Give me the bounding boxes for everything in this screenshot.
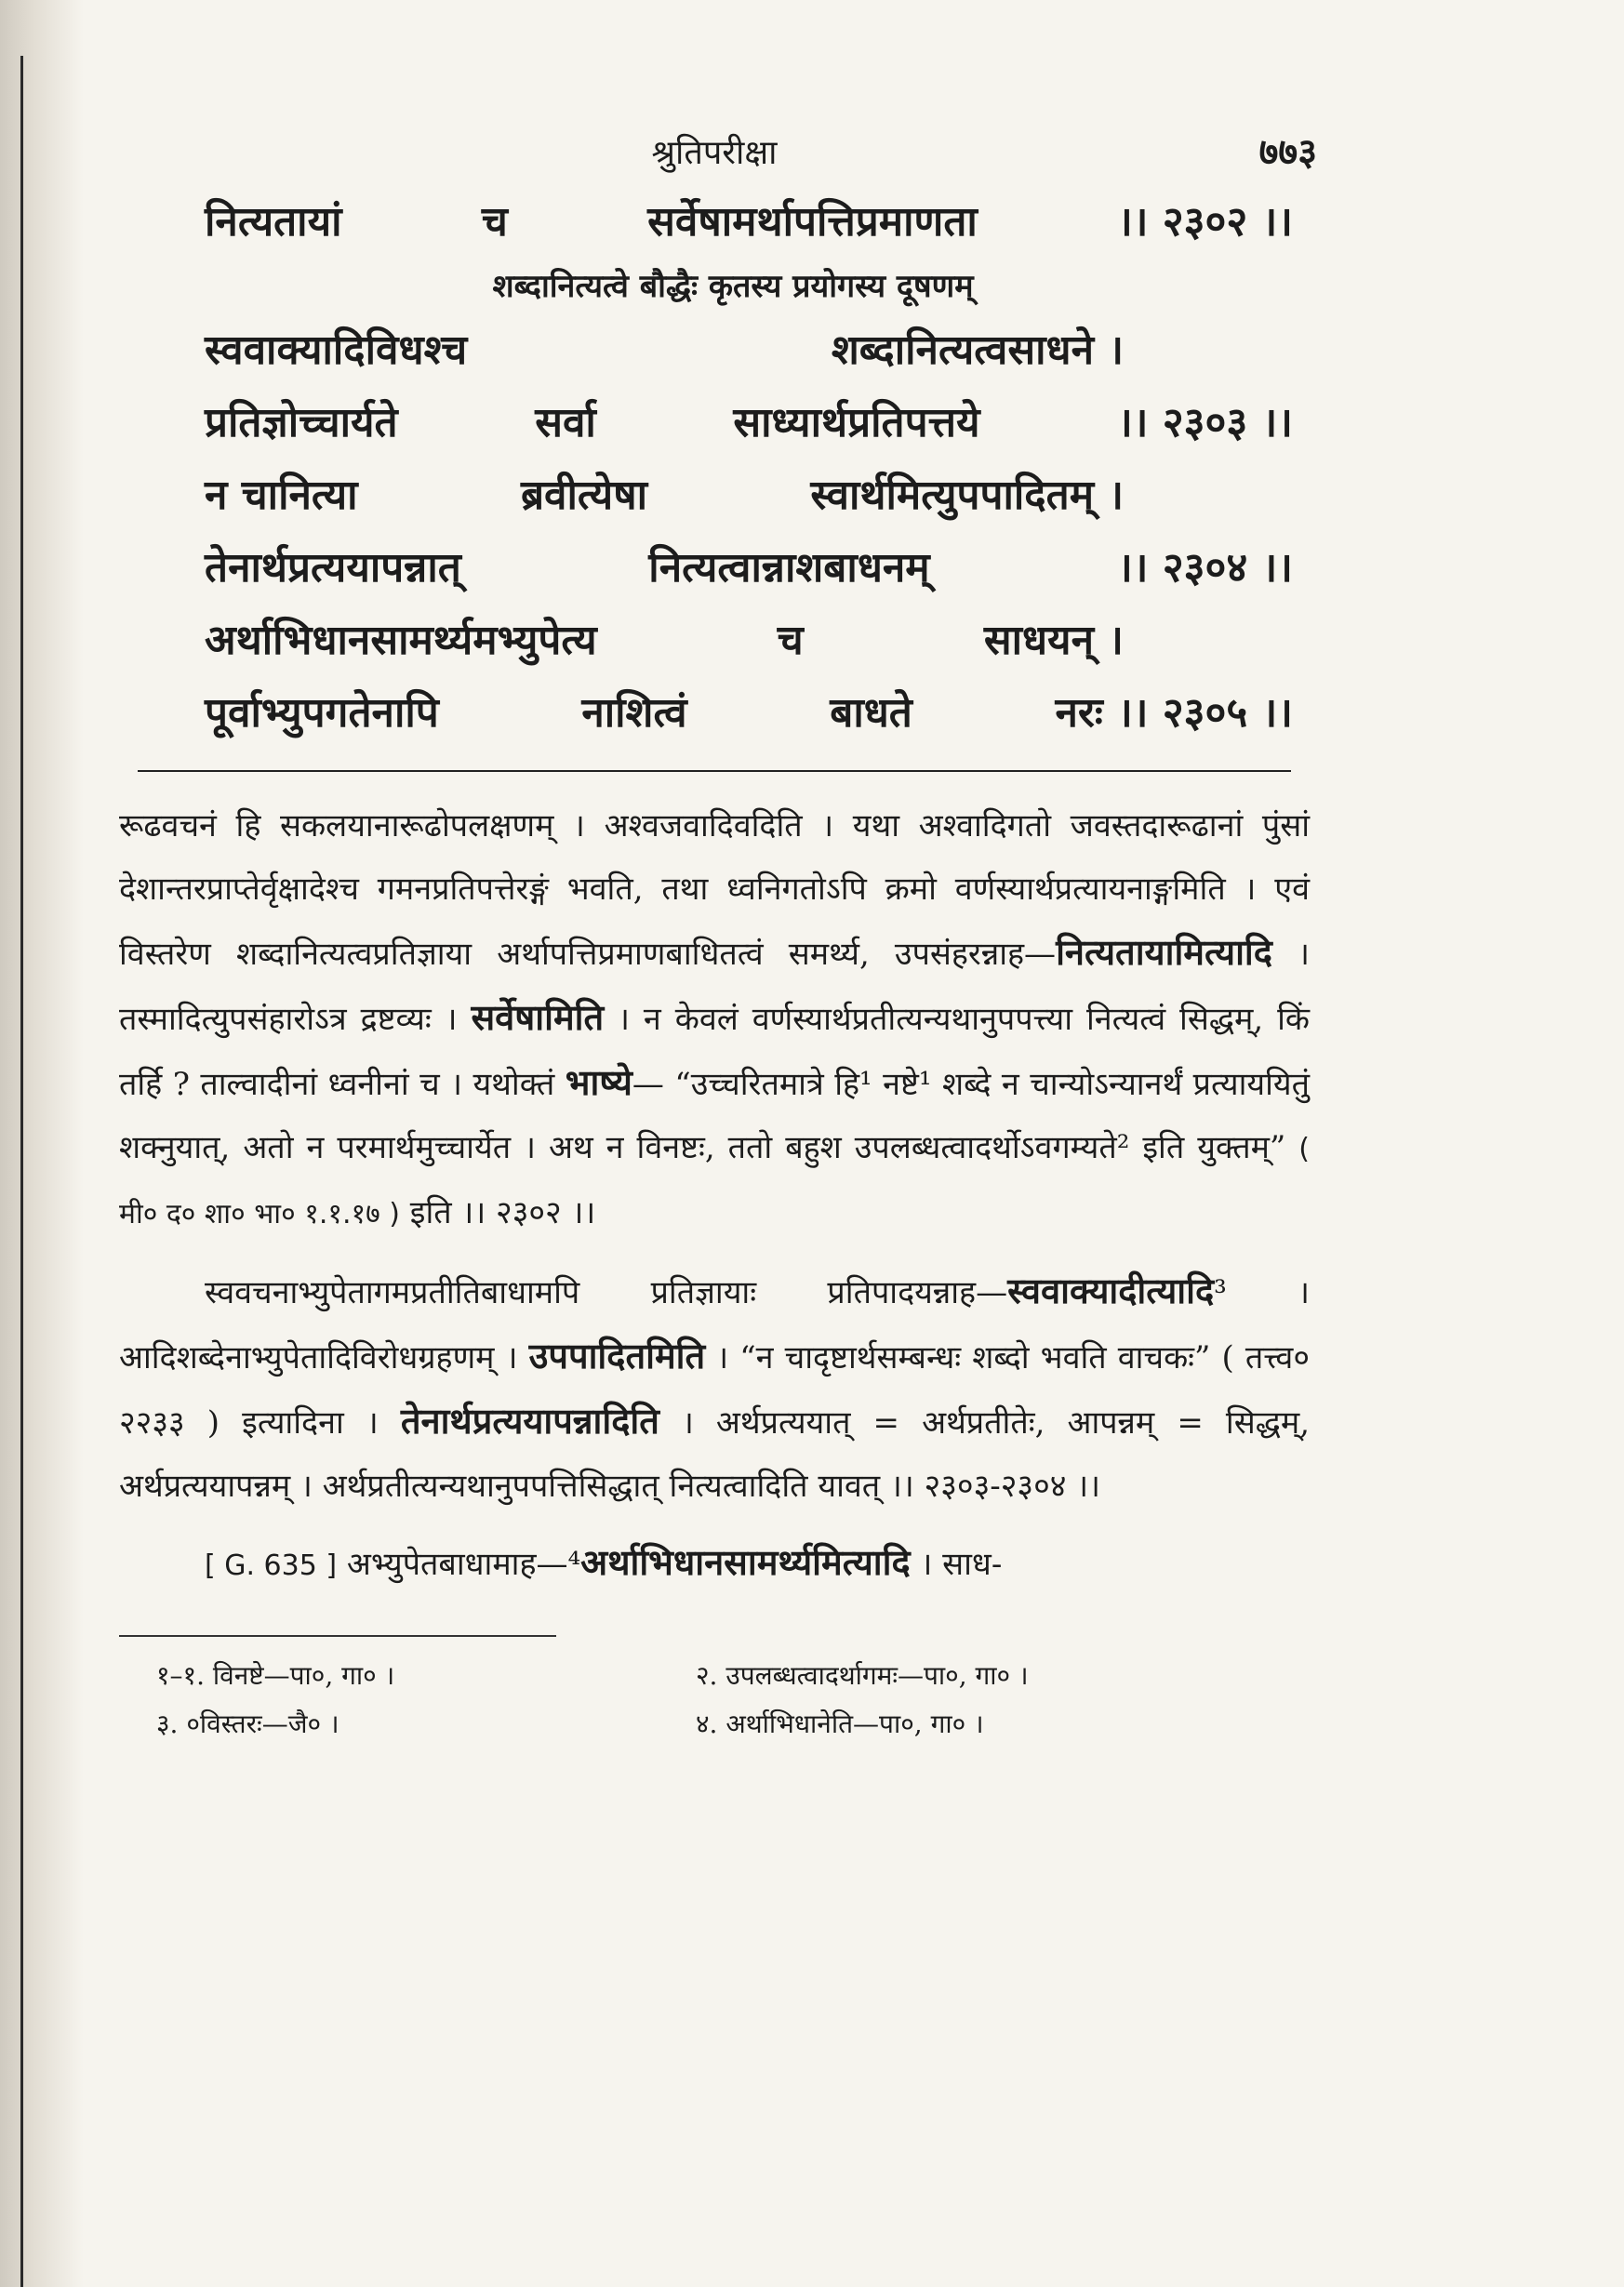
verse-line	[119, 387, 1310, 459]
verse-word: नित्यतायां	[205, 198, 342, 246]
verse-word: बाधते	[830, 689, 912, 737]
running-header	[119, 112, 1317, 186]
verse-line	[119, 186, 1310, 259]
verse-line	[119, 459, 1310, 532]
footnote: १–१. विनष्टे—पा०, गा० ।	[156, 1660, 395, 1691]
verse-line	[119, 532, 1310, 605]
binding-line	[20, 56, 23, 2287]
verse-word: ब्रवीत्येषा	[520, 472, 648, 519]
lemma: सर्वेषामिति	[471, 996, 605, 1038]
text-run: । अर्थप्रत्ययात् = अर्थप्रतीतेः, आपन्नम् = सिद्धम्, अर्थप्रत्ययापन्नम् । अर्थप्रतीत्यन्यथानुपपत्तिसिद्धात् नित्यत्वादिति यावत् ।। २३०३-२३०४ ।।	[119, 1404, 1311, 1505]
footnote: ३. ०विस्तरः—जै० ।	[156, 1709, 339, 1739]
page-number: ७७३	[1258, 130, 1317, 174]
commentary	[119, 794, 1310, 1598]
verse-word: नित्यत्वान्नाशबाधनम्	[648, 544, 930, 592]
edition-marker: [ G. 635 ]	[205, 1549, 338, 1582]
verse-number: नरः ।। २३०५ ।।	[1055, 689, 1293, 737]
verse-line	[119, 677, 1310, 750]
text-run: । न केवलं वर्णस्यार्थप्रतीत्यन्यथानुपपत्त्या नित्यत्वं सिद्धम्, किं तर्हि ? ताल्वादीनां ध्वनीनां च । यथोक्तं	[119, 1001, 1310, 1103]
verse-word: स्वार्थमित्युपपादितम् ।	[810, 472, 1124, 519]
verse-block	[119, 186, 1310, 750]
running-title: श्रुतिपरीक्षा	[651, 134, 778, 172]
verse-word: च	[481, 198, 508, 246]
verse-number: ।। २३०२ ।।	[1117, 198, 1293, 246]
lemma: उपपादितमिति	[528, 1335, 706, 1376]
verse-word: नाशित्वं	[581, 689, 687, 737]
verse-word: स्ववाक्यादिविधश्च	[205, 326, 468, 374]
lemma: तेनार्थप्रत्ययापन्नादिति	[400, 1400, 659, 1442]
page	[119, 112, 1317, 1748]
verse-word: न चानित्या	[205, 472, 358, 519]
text-run: । तस्मादित्युपसंहारोऽत्र द्रष्टव्यः ।	[119, 936, 1310, 1038]
lemma: स्ववाक्यादीत्यादि	[1007, 1270, 1215, 1311]
verse-line	[119, 314, 1310, 387]
verse-word: अर्थाभिधानसामर्थ्यमभ्युपेत्य	[205, 617, 597, 664]
text-run: इति ।। २३०२ ।।	[399, 1194, 596, 1231]
text-run: — “उच्चरितमात्रे हि¹ नष्टे¹ शब्दे न चान्योऽन्यानर्थं प्रत्याययितुं शक्नुयात्, अतो न परमार्थमुच्चार्येत । अथ न विनष्टः, ततो बहुश उपलब्धत्वादर्थोऽवगम्यते² इति युक्तम्”	[119, 1066, 1311, 1166]
verse-word: तेनार्थप्रत्ययापन्नात्	[205, 544, 461, 592]
scan-margin	[0, 0, 84, 2287]
verse-word: साधयन् ।	[983, 617, 1124, 664]
lemma: भाष्ये	[565, 1061, 632, 1103]
footnote: ४. अर्थाभिधानेति—पा०, गा० ।	[696, 1709, 984, 1739]
footnotes	[119, 1652, 1310, 1748]
verse-subheading: शब्दानित्यत्वे बौद्धैः कृतस्य प्रयोगस्य दूषणम्	[492, 268, 974, 305]
commentary-paragraph	[119, 794, 1310, 1246]
text-run: अभ्युपेतबाधामाह—⁴	[337, 1546, 581, 1583]
text-run: । साध-	[910, 1546, 1003, 1583]
verse-number: ।। २३०४ ।।	[1117, 544, 1293, 592]
verse-word: सर्वेषामर्थापत्तिप्रमाणता	[647, 198, 978, 246]
lemma: अर्थाभिधानसामर्थ्यमित्यादि	[580, 1541, 911, 1583]
verse-word: पूर्वाभ्युपगतेनापि	[205, 689, 439, 737]
footnote: २. उपलब्धत्वादर्थागमः—पा०, गा० ।	[696, 1660, 1029, 1691]
text-run: । “न चादृष्टार्थसम्बन्धः शब्दो भवति वाचकः” ( तत्त्व० २२३३ ) इत्यादिना ।	[119, 1339, 1311, 1442]
verse-word: सर्वा	[535, 399, 596, 446]
verse-number: ।। २३०३ ।।	[1117, 399, 1293, 446]
text-run: ³ । आदिशब्देनाभ्युपेतादिविरोधग्रहणम् ।	[119, 1274, 1311, 1376]
section-divider	[138, 770, 1291, 772]
text-run: रूढवचनं हि सकलयानारूढोपलक्षणम् । अश्वजवादिवदिति । यथा अश्वादिगतो जवस्तदारूढानां पुंसां देशान्तरप्राप्तेर्वृक्षादेश्च गमनप्रतिपत्तेरङ्गं भवति, तथा ध्वनिगतोऽपि क्रमो वर्णस्यार्थप्रत्यायनाङ्गमिति । एवं विस्तरेण शब्दानित्यत्वप्रतिज्ञाया अर्थापत्तिप्रमाणबाधितत्वं समर्थ्य, उपसंहरन्नाह—	[119, 807, 1310, 973]
footnote-divider	[119, 1635, 556, 1637]
commentary-paragraph	[119, 1531, 1310, 1598]
text-run: स्ववचनाभ्युपेतागमप्रतीतिबाधामपि प्रतिज्ञायाः प्रतिपादयन्नाह—	[205, 1274, 1008, 1311]
commentary-paragraph	[119, 1259, 1310, 1518]
verse-word: शब्दानित्यत्वसाधने ।	[831, 326, 1124, 374]
verse-word: प्रतिज्ञोच्चार्यते	[205, 399, 398, 446]
lemma: नित्यतायामित्यादि	[1056, 931, 1272, 973]
citation: ( मी० द० शा० भा० १.१.१७ )	[119, 1133, 1310, 1230]
verse-line	[119, 605, 1310, 677]
verse-word: च	[777, 617, 804, 664]
verse-word: साध्यार्थप्रतिपत्तये	[733, 399, 980, 446]
